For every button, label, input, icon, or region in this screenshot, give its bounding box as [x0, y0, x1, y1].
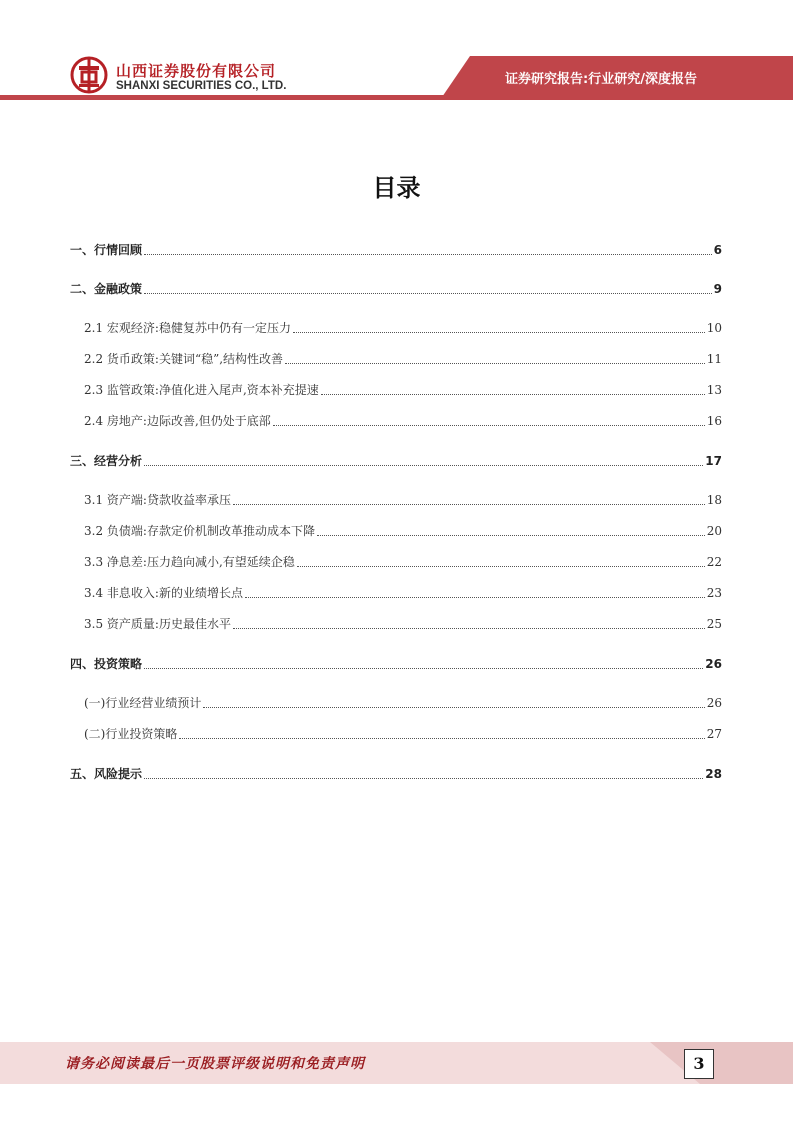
- toc-entry-page: 17: [705, 454, 722, 468]
- toc-entry-title: 四、投资策略: [70, 657, 143, 671]
- toc-entry-title: 2.1 宏观经济:稳健复苏中仍有一定压力: [84, 321, 291, 335]
- toc-leader: [321, 393, 705, 395]
- toc-entry-page: 26: [705, 657, 722, 671]
- toc-entry[interactable]: [70, 316, 722, 336]
- toc-entry[interactable]: [70, 277, 722, 297]
- toc-entry-page: 25: [706, 617, 722, 631]
- toc-entry[interactable]: [70, 347, 722, 367]
- toc-entry[interactable]: [70, 652, 722, 672]
- toc-leader: [203, 706, 704, 708]
- toc-entry[interactable]: [70, 409, 722, 429]
- toc-entry-title: 五、风险提示: [70, 767, 143, 781]
- toc-entry[interactable]: [70, 762, 722, 782]
- toc-leader: [144, 464, 703, 466]
- toc-entry-title: (一)行业经营业绩预计: [84, 696, 202, 710]
- toc-entry-title: 3.2 负债端:存款定价机制改革推动成本下降: [84, 524, 315, 538]
- toc-entry[interactable]: [70, 449, 722, 469]
- toc-entry[interactable]: [70, 581, 722, 601]
- company-name-cn: 山西证券股份有限公司: [116, 62, 277, 80]
- toc-leader: [144, 292, 712, 294]
- toc-entry[interactable]: [70, 550, 722, 570]
- toc-entry-page: 26: [706, 696, 722, 710]
- toc-entry-title: 2.2 货币政策:关键词“稳”,结构性改善: [84, 352, 284, 366]
- toc-entry-title: 3.5 资产质量:历史最佳水平: [84, 617, 231, 631]
- toc-entry-title: 2.4 房地产:边际改善,但仍处于底部: [84, 414, 271, 428]
- toc-leader: [245, 596, 705, 598]
- toc-leader: [317, 534, 705, 536]
- toc-entry[interactable]: [70, 519, 722, 539]
- toc-entry[interactable]: [70, 238, 722, 258]
- toc-entry-title: (二)行业投资策略: [84, 727, 178, 741]
- toc-entry[interactable]: [70, 691, 722, 711]
- footer-disclaimer: 请务必阅读最后一页股票评级说明和免责声明: [65, 1056, 365, 1072]
- toc-entry-page: 13: [706, 383, 722, 397]
- toc-leader: [233, 627, 705, 629]
- toc-entry-title: 三、经营分析: [70, 454, 143, 468]
- toc-entry-page: 9: [713, 282, 722, 296]
- toc-leader: [297, 565, 705, 567]
- toc-entry-title: 一、行情回顾: [70, 243, 143, 257]
- toc-entry-page: 10: [706, 321, 722, 335]
- toc-entry-title: 二、金融政策: [70, 282, 143, 296]
- page-number: 3: [684, 1049, 714, 1079]
- toc-entry-title: 2.3 监管政策:净值化进入尾声,资本补充提速: [84, 383, 319, 397]
- toc-leader: [144, 253, 712, 255]
- toc-entry-page: 23: [706, 586, 722, 600]
- page-header: [0, 0, 793, 110]
- toc-leader: [285, 362, 705, 364]
- toc-entry-page: 28: [705, 767, 722, 781]
- toc-leader: [233, 503, 705, 505]
- company-logo-icon: [70, 56, 108, 94]
- toc-entry-title: 3.1 资产端:贷款收益率承压: [84, 493, 231, 507]
- toc-entry-page: 6: [713, 243, 722, 257]
- toc-leader: [144, 667, 703, 669]
- toc-entry-page: 27: [706, 727, 722, 741]
- toc-entry[interactable]: [70, 612, 722, 632]
- page-title: 目录: [372, 174, 421, 202]
- report-type: 证券研究报告:行业研究/深度报告: [505, 72, 697, 87]
- company-name-en: SHANXI SECURITIES CO., LTD.: [116, 80, 287, 92]
- toc-entry[interactable]: [70, 488, 722, 508]
- toc-entry-title: 3.4 非息收入:新的业绩增长点: [84, 586, 243, 600]
- toc-entry-page: 11: [706, 352, 722, 366]
- toc-entry-title: 3.3 净息差:压力趋向减小,有望延续企稳: [84, 555, 295, 569]
- toc-entry-page: 22: [706, 555, 722, 569]
- toc-leader: [179, 737, 704, 739]
- toc-entry[interactable]: [70, 722, 722, 742]
- toc-leader: [293, 331, 705, 333]
- toc-leader: [144, 777, 703, 779]
- toc-entry-page: 20: [706, 524, 722, 538]
- toc-entry[interactable]: [70, 378, 722, 398]
- toc-leader: [273, 424, 705, 426]
- toc-entry-page: 18: [706, 493, 722, 507]
- toc-entry-page: 16: [706, 414, 722, 428]
